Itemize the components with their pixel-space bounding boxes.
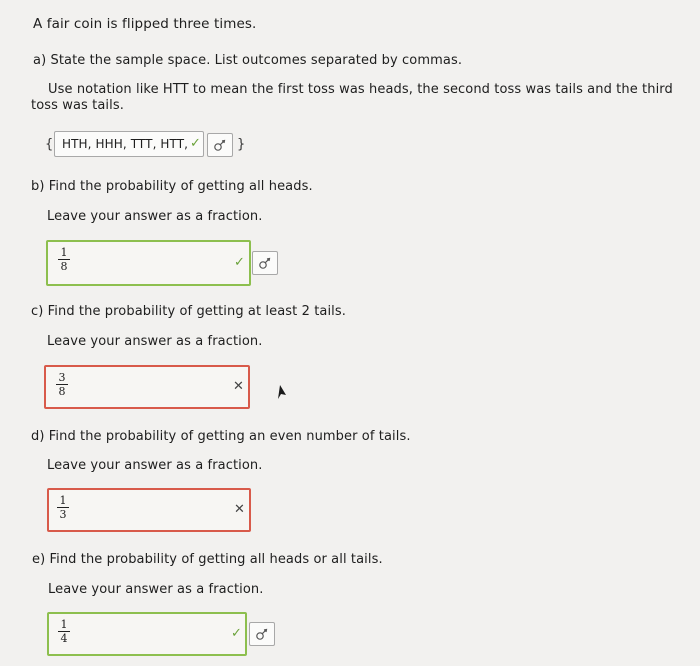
part-e-denominator: 4 — [60, 632, 68, 645]
part-a-question: a) State the sample space. List outcomes separated by commas. — [33, 53, 463, 68]
problem-intro: A fair coin is flipped three times. — [33, 16, 257, 32]
correct-check-icon: ✓ — [231, 626, 242, 641]
part-d-instruction: Leave your answer as a fraction. — [47, 458, 263, 473]
pencil-icon — [255, 627, 269, 641]
part-e-fraction — [58, 619, 70, 644]
pencil-icon-button[interactable] — [252, 251, 278, 275]
part-b-instruction: Leave your answer as a fraction. — [47, 209, 263, 224]
close-brace: } — [237, 137, 246, 152]
incorrect-x-icon: ✕ — [234, 502, 245, 517]
part-b-question: b) Find the probability of getting all heads. — [31, 179, 313, 194]
pencil-icon-button[interactable] — [207, 133, 233, 157]
sample-space-input[interactable] — [54, 131, 204, 157]
part-e-numerator: 1 — [60, 618, 68, 631]
part-d-denominator: 3 — [59, 508, 67, 521]
open-brace: { — [45, 137, 54, 152]
part-c-question: c) Find the probability of getting at least 2 tails. — [31, 304, 346, 319]
pencil-icon — [258, 256, 272, 270]
correct-check-icon: ✓ — [190, 136, 201, 151]
sample-space-value: HTH, HHH, TTT, HTT, — [62, 137, 189, 151]
part-e-question: e) Find the probability of getting all heads or all tails. — [32, 552, 383, 567]
pencil-icon-button[interactable] — [249, 622, 275, 646]
part-d-question: d) Find the probability of getting an even number of tails. — [31, 429, 411, 444]
part-b-denominator: 8 — [60, 260, 68, 273]
part-c-denominator: 8 — [58, 385, 66, 398]
mouse-pointer-icon — [274, 384, 288, 404]
part-e-instruction: Leave your answer as a fraction. — [48, 582, 264, 597]
part-b-fraction — [58, 247, 70, 272]
part-c-numerator: 3 — [58, 371, 66, 384]
part-b-answer-input[interactable] — [46, 240, 251, 286]
correct-check-icon: ✓ — [234, 255, 245, 270]
part-c-fraction — [56, 372, 68, 397]
part-e-answer-input[interactable] — [47, 612, 247, 656]
part-c-answer-input[interactable] — [44, 365, 250, 409]
pencil-icon — [213, 138, 227, 152]
part-c-instruction: Leave your answer as a fraction. — [47, 334, 263, 349]
part-d-fraction — [57, 495, 69, 520]
incorrect-x-icon: ✕ — [233, 379, 244, 394]
part-d-numerator: 1 — [59, 494, 67, 507]
part-a-note: Use notation like HTT to mean the first toss was heads, the second toss was tails and the third toss was tails. — [31, 82, 673, 113]
part-d-answer-input[interactable] — [47, 488, 251, 532]
part-b-numerator: 1 — [60, 246, 68, 259]
